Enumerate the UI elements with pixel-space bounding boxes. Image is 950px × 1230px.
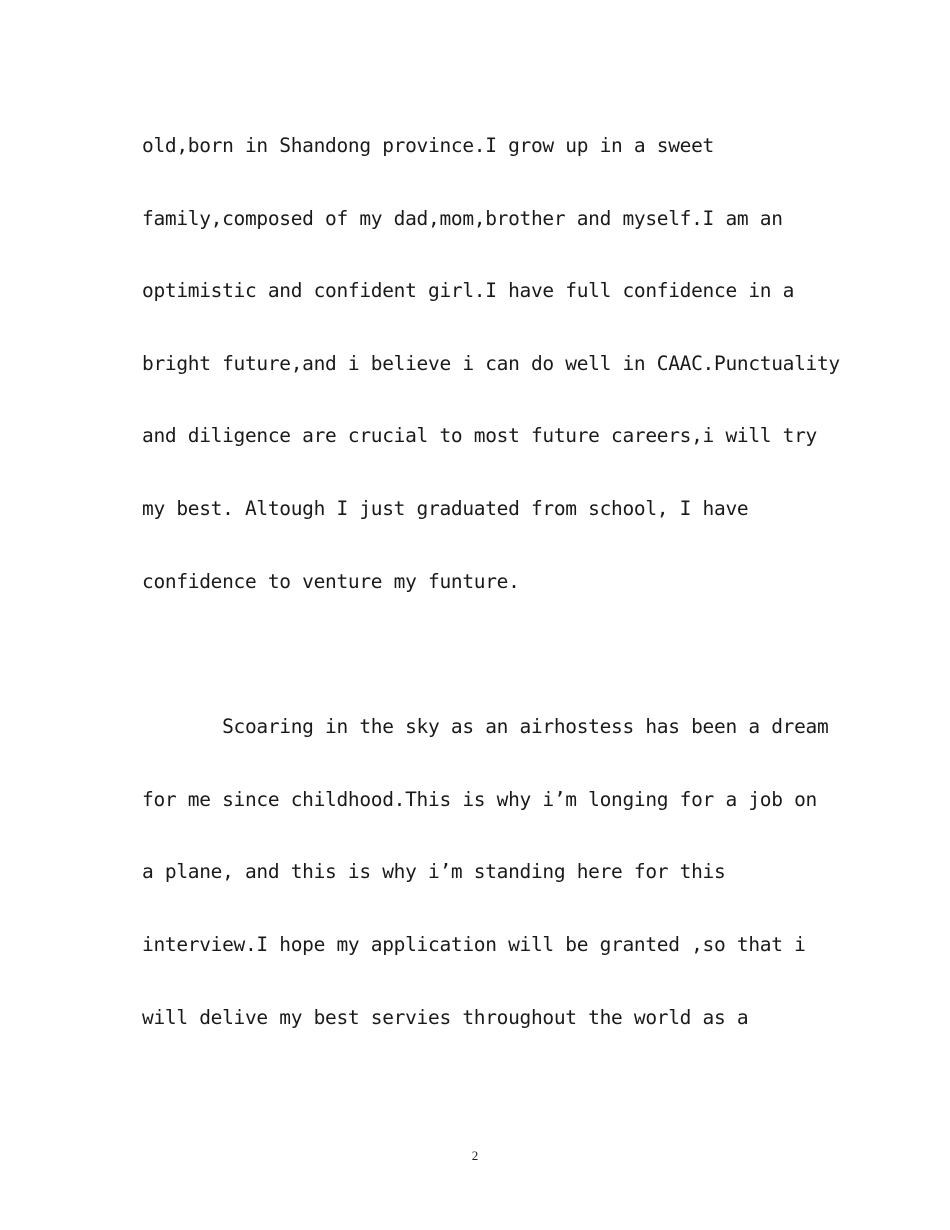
text-line: for me since childhood.This is why i’m longing for a job on: [142, 788, 817, 811]
text-line: bright future,and i believe i can do well in CAAC.Punctuality: [142, 352, 840, 375]
text-line: Scoaring in the sky as an airhostess has been a dream: [142, 715, 829, 738]
text-line: optimistic and confident girl.I have full confidence in a: [142, 279, 795, 302]
text-line: confidence to venture my funture.: [142, 570, 520, 593]
text-line: and diligence are crucial to most future careers,i will try: [142, 424, 817, 447]
text-line: a plane, and this is why i’m standing here for this: [142, 860, 726, 883]
text-line: my best. Altough I just graduated from school, I have: [142, 497, 749, 520]
page-number: 2: [471, 1148, 479, 1163]
text-line: family,composed of my dad,mom,brother and myself.I am an: [142, 207, 783, 230]
text-line: interview.I hope my application will be granted ,so that i: [142, 933, 806, 956]
text-line: will delive my best servies throughout the world as a: [142, 1006, 749, 1029]
text-line: old,born in Shandong province.I grow up in a sweet: [142, 134, 715, 157]
